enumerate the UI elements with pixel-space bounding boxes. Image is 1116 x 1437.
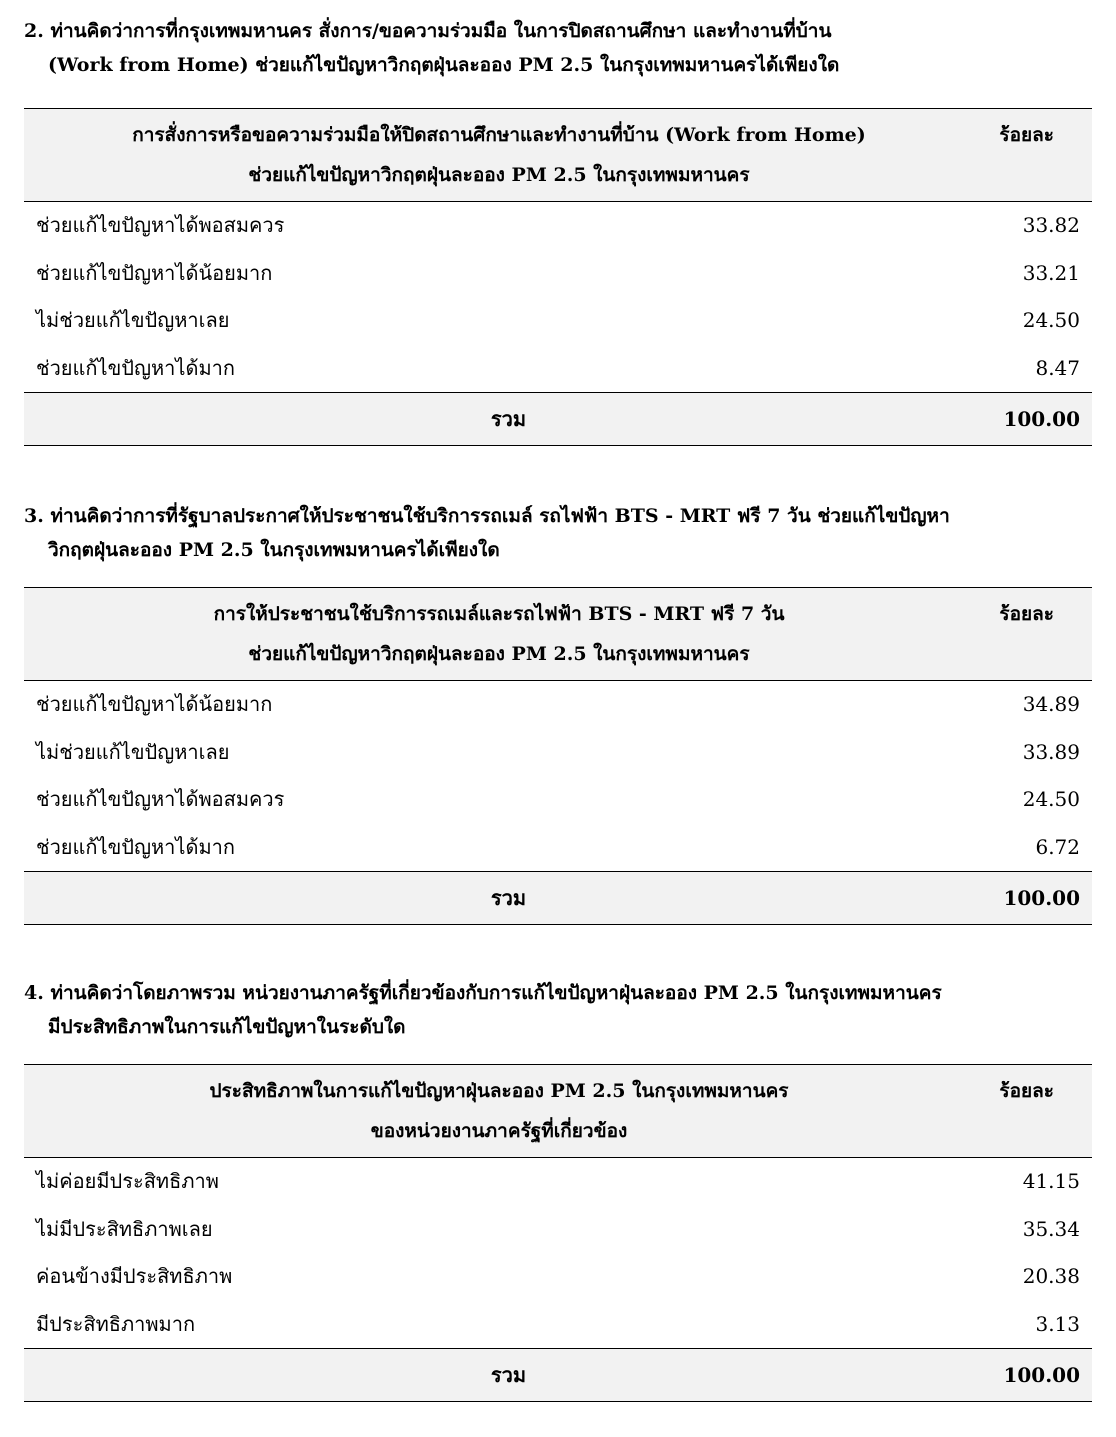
column-header-category [24,588,974,681]
total-label: รวม [24,1349,974,1402]
table-row [24,824,1092,872]
row-value: 33.89 [1022,739,1080,764]
row-value: 33.82 [1022,213,1080,237]
table-header-row [24,588,1092,681]
row-value: 34.89 [1022,692,1080,716]
table-row [24,1253,1092,1301]
row-value: 41.15 [1022,1169,1080,1193]
total-value: 100.00 [974,393,1092,446]
header-line-1: ประสิทธิภาพในการแก้ไขปัญหาฝุ่นละออง PM 2.5 ในกรุงเทพมหานคร [209,1080,789,1102]
header-line-1: การให้ประชาชนใช้บริการรถเมล์และรถไฟฟ้า BTS - MRT ฟรี 7 วัน [213,603,785,625]
table-row [24,681,1092,729]
row-value: 24.50 [1022,787,1080,811]
table-header-row [24,109,1092,202]
table-row [24,345,1092,393]
column-header-percent: ร้อยละ [974,109,1092,202]
table-row [24,1206,1092,1254]
column-header-percent: ร้อยละ [974,1065,1092,1158]
table-row [24,776,1092,824]
header-line-2: ช่วยแก้ไขปัญหาวิกฤตฝุ่นละออง PM 2.5 ในกรุงเทพมหานคร [248,643,750,665]
results-table [24,1064,1092,1402]
row-label: ค่อนข้างมีประสิทธิภาพ [36,1264,233,1288]
table-row [24,202,1092,250]
header-line-1: การสั่งการหรือขอความร่วมมือให้ปิดสถานศึกษาและทำงานที่บ้าน (Work from Home) [132,124,866,146]
row-value: 20.38 [1022,1264,1080,1288]
question-line-2: วิกฤตฝุ่นละออง PM 2.5 ในกรุงเทพมหานครได้เพียงใด [48,539,500,561]
question-line-1: 4. ท่านคิดว่าโดยภาพรวม หน่วยงานภาครัฐที่เกี่ยวข้องกับการแก้ไขปัญหาฝุ่นละออง PM 2.5 ในกรุงเทพมหานคร [24,982,942,1004]
survey-section-4 [0,976,1116,1416]
row-label: ไม่มีประสิทธิภาพเลย [36,1216,213,1241]
question-line-1: 2. ท่านคิดว่าการที่กรุงเทพมหานคร สั่งการ/ขอความร่วมมือ ในการปิดสถานศึกษา และทำงานที่บ้าน [24,20,832,42]
header-line-2: ของหน่วยงานภาครัฐที่เกี่ยวข้อง [370,1120,628,1142]
row-value: 8.47 [1035,355,1080,380]
row-value: 24.50 [1022,308,1080,332]
survey-section-2 [0,14,1116,454]
row-value: 3.13 [1035,1311,1080,1336]
row-label: ช่วยแก้ไขปัญหาได้มาก [36,834,235,859]
column-header-category [24,1065,974,1158]
header-line-2: ช่วยแก้ไขปัญหาวิกฤตฝุ่นละออง PM 2.5 ในกรุงเทพมหานคร [248,164,750,186]
row-value: 35.34 [1022,1216,1080,1241]
row-label: ไม่ค่อยมีประสิทธิภาพ [36,1169,219,1193]
survey-section-3 [0,499,1116,939]
total-label: รวม [24,393,974,446]
row-label: ช่วยแก้ไขปัญหาได้พอสมควร [36,213,285,237]
row-value: 6.72 [1035,834,1080,859]
row-label: ช่วยแก้ไขปัญหาได้มาก [36,355,235,380]
question-line-1: 3. ท่านคิดว่าการที่รัฐบาลประกาศให้ประชาชนใช้บริการรถเมล์ รถไฟฟ้า BTS - MRT ฟรี 7 วัน ช่วยแก้ไขปัญหา [24,505,950,527]
total-label: รวม [24,872,974,925]
table-row [24,250,1092,298]
total-row [24,1349,1092,1402]
row-value: 33.21 [1022,260,1080,285]
question-text [24,499,1094,567]
row-label: ช่วยแก้ไขปัญหาได้น้อยมาก [36,260,273,285]
results-table [24,587,1092,925]
question-text [24,14,1094,82]
question-line-2: มีประสิทธิภาพในการแก้ไขปัญหาในระดับใด [48,1016,406,1038]
total-row [24,393,1092,446]
column-header-percent: ร้อยละ [974,588,1092,681]
table-row [24,1158,1092,1206]
question-text [24,976,1094,1044]
total-value: 100.00 [974,872,1092,925]
row-label: ช่วยแก้ไขปัญหาได้พอสมควร [36,787,285,811]
row-label: ไม่ช่วยแก้ไขปัญหาเลย [36,739,230,764]
table-row [24,297,1092,345]
column-header-category [24,109,974,202]
total-value: 100.00 [974,1349,1092,1402]
question-line-2: (Work from Home) ช่วยแก้ไขปัญหาวิกฤตฝุ่นละออง PM 2.5 ในกรุงเทพมหานครได้เพียงใด [48,54,840,76]
table-header-row [24,1065,1092,1158]
results-table [24,108,1092,446]
row-label: มีประสิทธิภาพมาก [36,1311,196,1336]
row-label: ช่วยแก้ไขปัญหาได้น้อยมาก [36,692,273,716]
table-row [24,1301,1092,1349]
total-row [24,872,1092,925]
row-label: ไม่ช่วยแก้ไขปัญหาเลย [36,308,230,332]
table-row [24,729,1092,777]
